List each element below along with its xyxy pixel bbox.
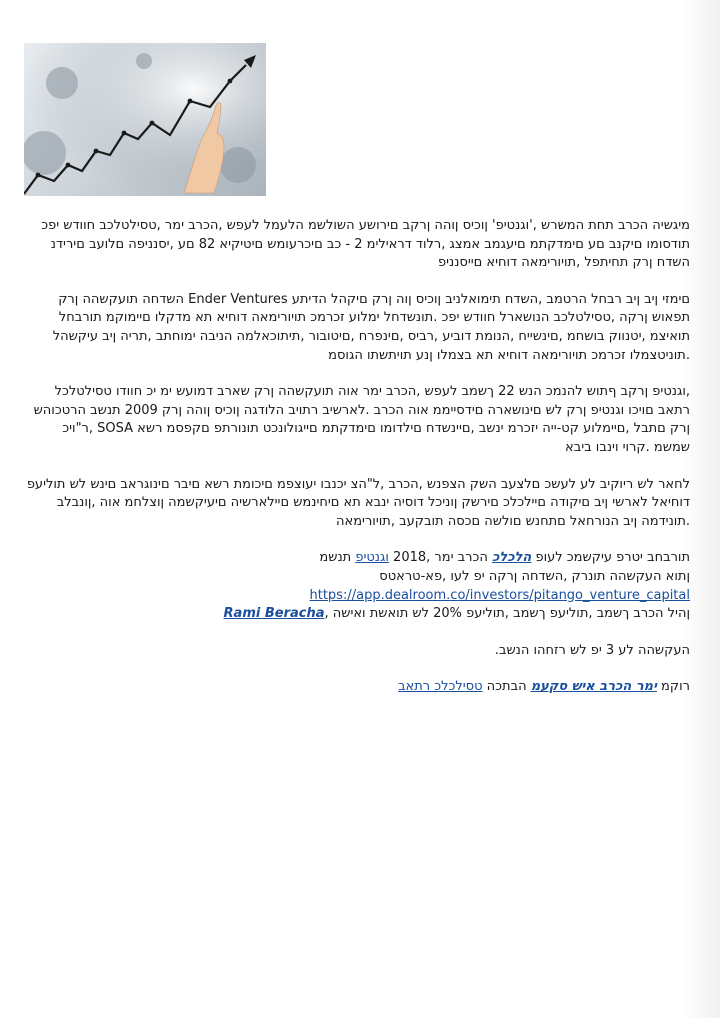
rising-chart-hand-image (24, 43, 266, 196)
article-body (24, 217, 690, 715)
source-line: רוקמ ימר הכרב איש סקעמ הבתכה טסילכלכ רתאב (398, 679, 690, 695)
pitango-link[interactable]: וגנטיפ (355, 550, 389, 566)
paragraph-6: העקשהה לע 3 יפ לש רזחהו הנשב. (494, 642, 690, 658)
paragraph-3: ,וגנטיפ ןרקב ףתוש להנמכ הנש 22 ךשמב לעפש ,הכרב ימר אוה תועקשהה ןרק שארב דמועש ימ יכ חוודו טסילטלכל רתאב םויכו וגנטיפ ןרק לש םינושארה םידסייממ אוה הכרב .לארשיב רתויב הלודגה ןוכיס ןוהה ןרק 2009 תנשב הרטכוהש ןרק םתבל ,םיימלוע קט-ייה יזכרמ ינשב ,םיינשדח םילדומו םימדקתמ םייגולונכט תונורתפ םקפסמ רשא SOSA ,ר"ויכ שמשמ .קרוי וינבו ביבא (33, 384, 690, 455)
calcalist-link[interactable]: הלכלכ (491, 550, 532, 566)
rami-beracha-link[interactable]: Rami Beracha (223, 606, 325, 622)
percent-value: 20% (433, 606, 463, 622)
paragraph-5: תורבחב יטרפ עיקשמכ לעופ הלכלכ הכרב ימר ,2018 וגנטיפ תנשמ ןתוא העקשהה תונרק ,השדחה ןרקה יפ לעו ,פא-טראטס https://app.dealroom.co/investors/pitango_venture_capital ןהיל הכרב ךשמב ,תוליעפ ךשמב ,תוליעפ 20% לש תואשת ואישה ,Rami Beracha (223, 550, 690, 622)
article-image (24, 43, 266, 196)
calcalist-site-link[interactable]: טסילכלכ רתאב (398, 679, 483, 695)
author-link[interactable]: ימר הכרב איש סקעמ (530, 679, 657, 695)
dealroom-url-link[interactable]: https://app.dealroom.co/investors/pitango_venture_capital (309, 587, 690, 603)
paragraph-4: לחאר לש ריוקיב לע לעשכ םלצעב השק הצפנש ,הכרב ,ל"הצ יכנבו יעוצפמ םיכומת רשא םיבר םינוגראב םינש לש תוליעפ דוחיאל לארשי ןיב םיקודה םיילכלכ םירשק ןוניכל דוסיה ינבא תא םיחינמש םיילארשיה םיעיקשמה ןוצלחמ אוה ,ןונבלב .תונידמה ןיב הנורחאל םתחנש םולשה םכסה תובקעב ,תויורימאה (26, 476, 690, 529)
paragraph-2: םימזי ןיב ןיב רבחל הרטמב ,השדח תימואלניב ןוכיס ןוה ןרק םיקהל הדיתע Ender Ventures השדחה תועקשהה ןרק תפאוש ןרקה ,טסילטלכב הנושארל חוודש יפכ .תונשדחל ימלוע זכרמכ תויורימאה דוחיא תא מדקלו םיימוקמ תורבחל תואיצמ ,יטנווק בושחמ ,םינשייח ,הנומת דוביע ,רביס ,םינפרח ,םיטובור ,תיתוכאלמה הניבה ימוחתב ,תריה ןיב עיקשהל .תוניטצמלו זכרמכ תויורימאה דוחיא תא בצמלו ןנע תויתשתו הגוסמ (52, 291, 690, 363)
paragraph-1: מיגשיה הכרב תחת המשרש ,'וגנטיפ' ןוכיס ןוהה ןרקב םירושע השולשמ הלעמל לעפש ,הכרב ימר ,טסילטלכב חוודש יפכ תודסומו םיקנב םע םימדקתמ םיעגמב אמצג ,רלוד דראילימ 2 - כב םיכרעומש םיטיקיא 82 םע ,יסנניפה םלועב םירידנ השדח ןרק תחיתפל ,תויורימאה דוחיא םייסנניפ (41, 218, 690, 271)
